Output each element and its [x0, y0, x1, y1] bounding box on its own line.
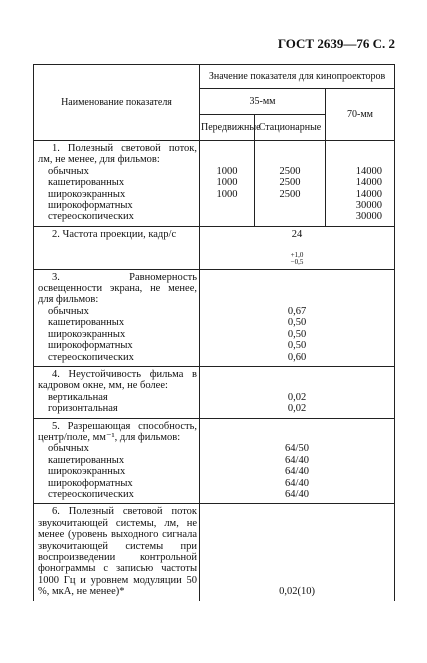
row3-item: кашетированных	[48, 317, 125, 329]
tolerance-plus: +1,0	[290, 250, 304, 259]
row4-item: горизонтальная	[48, 403, 118, 415]
col-mobile-header: Передвижные	[200, 115, 255, 141]
row5-item: стереоскопических	[48, 488, 134, 500]
row6-name	[34, 504, 200, 601]
row6-value	[200, 504, 395, 601]
table-row	[34, 504, 395, 601]
row3-item: стереоскопических	[48, 351, 134, 363]
row4-title: 4. Неустойчивость фильма в кадровом окне, мм, не более:	[38, 368, 197, 392]
table-row	[34, 366, 395, 418]
row5-item: обычных	[48, 443, 89, 455]
row1-item: стереоскопических	[48, 211, 134, 223]
cell-value: 2500	[279, 188, 301, 200]
row5-title: 5. Разрешающая способность, центр/поле, мм⁻¹, для фильмов:	[38, 420, 197, 443]
table-row	[34, 226, 395, 269]
cell-value: 1000	[216, 177, 238, 189]
cell-value: 0,50	[287, 340, 307, 352]
row1-title: 1. Полезный световой поток, лм, не менее, для фильмов:	[38, 143, 197, 166]
parameters-table	[33, 64, 395, 601]
cell-value: 64/50	[285, 443, 309, 455]
col-name-header: Наименование показателя	[34, 65, 200, 141]
row1-70mm	[326, 141, 395, 227]
cell-value: 0,50	[287, 317, 307, 329]
frame-rate-value: 24	[291, 228, 303, 240]
cell-value: 30000	[355, 211, 383, 223]
cell-value: 14000	[355, 177, 383, 189]
table-row	[34, 269, 395, 366]
cell-value: 0,50	[287, 328, 307, 340]
row1-stationary	[255, 141, 326, 227]
row4-name	[34, 366, 200, 418]
row3-name	[34, 269, 200, 366]
row4-values	[200, 366, 395, 418]
table-row	[34, 141, 395, 227]
row6-title: 6. Полезный световой поток звукочитающей системы, лм, не менее (уровень выходного сигнала звукочитающей системы при воспроизведении контрольной фонограммы с записью частоты 1000 Гц и уровнем модуляции 50 %, мкА, не менее)*	[38, 506, 197, 598]
cell-value: 2500	[279, 177, 301, 189]
tolerance-minus: −0,5	[290, 257, 304, 266]
row5-item: кашетированных	[48, 454, 125, 466]
table-row	[34, 418, 395, 504]
row1-item: обычных	[48, 165, 89, 177]
row3-values	[200, 269, 395, 366]
col-70mm-header: 70-мм	[326, 89, 395, 141]
cell-value: 0,02	[287, 403, 307, 415]
cell-value: 1000	[216, 188, 238, 200]
cell-value: 0,02	[287, 391, 307, 403]
cell-value: 14000	[355, 165, 383, 177]
row1-item: широкоформатных	[48, 200, 133, 212]
col-35mm-header: 35-мм	[200, 89, 326, 115]
cell-value: 0,67	[287, 305, 307, 317]
col-stationary-header: Стационарные	[255, 115, 326, 141]
cell-value: 1000	[216, 165, 238, 177]
cell-value: 64/40	[285, 488, 309, 500]
cell-value: 0,60	[287, 351, 307, 363]
cell-value: 64/40	[285, 477, 309, 489]
cell-value: 0,02(10)	[279, 586, 315, 598]
row5-name	[34, 418, 200, 504]
row1-mobile	[200, 141, 255, 227]
col-value-group-header: Значение показателя для кинопроекторов	[200, 65, 395, 89]
row1-item: кашетированных	[48, 177, 125, 189]
page-header: ГОСТ 2639—76 С. 2	[277, 36, 395, 51]
cell-value: 2500	[279, 165, 301, 177]
row1-name	[34, 141, 200, 227]
row5-values	[200, 418, 395, 504]
row2-name	[34, 226, 200, 269]
cell-value: 64/40	[285, 454, 309, 466]
row4-item: вертикальная	[48, 391, 108, 403]
row3-item: широкоформатных	[48, 340, 133, 352]
row3-item: широкоэкранных	[48, 328, 126, 340]
row2-title: 2. Частота проекции, кадр/с	[52, 228, 177, 240]
cell-value: 64/40	[285, 466, 309, 478]
cell-value: 30000	[355, 200, 383, 212]
row5-item: широкоэкранных	[48, 466, 126, 478]
row1-item: широкоэкранных	[48, 188, 126, 200]
row5-item: широкоформатных	[48, 477, 133, 489]
cell-value: 14000	[355, 188, 383, 200]
row3-title: 3. Равномерность освещенности экрана, не менее, для фильмов:	[38, 271, 197, 306]
row3-item: обычных	[48, 305, 89, 317]
row2-value	[200, 226, 395, 269]
